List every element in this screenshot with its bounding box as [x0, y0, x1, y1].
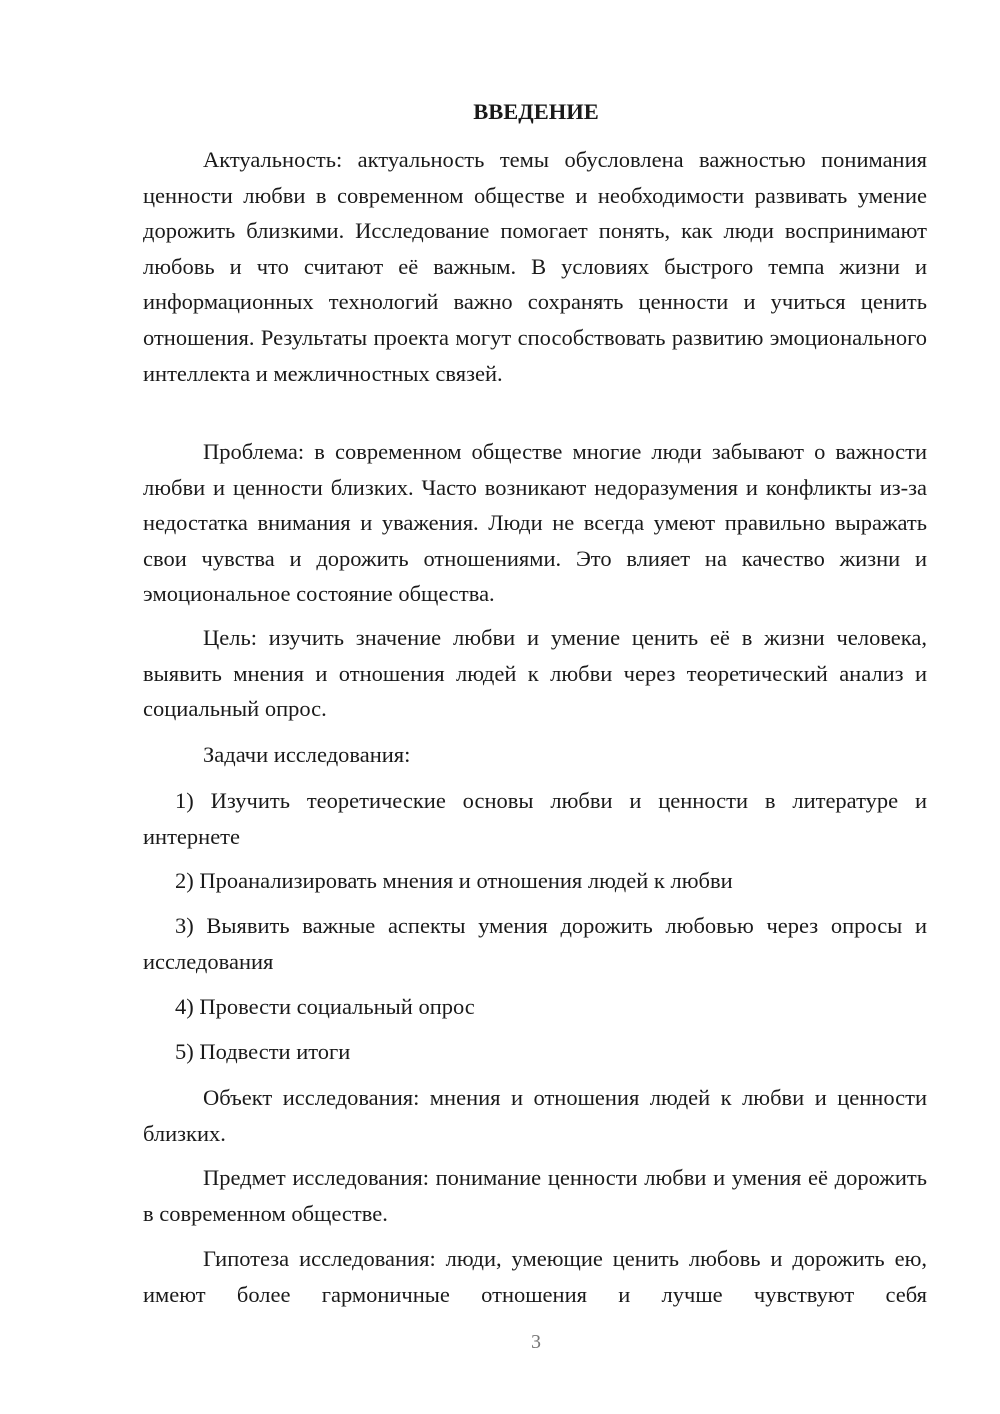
task-item-2: 2) Проанализировать мнения и отношения людей к любви — [175, 868, 733, 893]
task-item-1: 1) Изучить теоретические основы любви и ценности в литературе и интернете — [143, 788, 927, 849]
goal-paragraph: Цель: изучить значение любви и умение ценить её в жизни человека, выявить мнения и отношения людей к любви через теоретический анализ и социальный опрос. — [143, 625, 927, 722]
tasks-heading: Задачи исследования: — [203, 742, 411, 767]
task-item-3: 3) Выявить важные аспекты умения дорожить любовью через опросы и исследования — [143, 913, 927, 974]
relevance-paragraph: Актуальность: актуальность темы обусловлена важностью понимания ценности любви в современном обществе и необходимости развивать умение дорожить близкими. Исследование помогает понять, как люди воспринимают любовь и что считают её важным. В условиях быстрого темпа жизни и информационных технологий важно сохранять ценности и учиться ценить отношения. Результаты проекта могут способствовать развитию эмоционального интеллекта и межличностных связей. — [143, 147, 927, 386]
document-title: ВВЕДЕНИЕ — [473, 99, 599, 124]
page-number: 3 — [531, 1331, 541, 1353]
problem-paragraph: Проблема: в современном обществе многие люди забывают о важности любви и ценности близких. Часто возникают недоразумения и конфликты из-за недостатка внимания и уважения. Люди не всегда умеют правильно выражать свои чувства и дорожить отношениями. Это влияет на качество жизни и эмоциональное состояние общества. — [143, 439, 927, 607]
subject-paragraph: Предмет исследования: понимание ценности любви и умения её дорожить в современном обществе. — [143, 1165, 927, 1226]
task-item-5: 5) Подвести итоги — [175, 1039, 351, 1064]
object-paragraph: Объект исследования: мнения и отношения людей к любви и ценности близких. — [143, 1085, 927, 1146]
task-item-4: 4) Провести социальный опрос — [175, 994, 475, 1019]
hypothesis-paragraph: Гипотеза исследования: люди, умеющие ценить любовь и дорожить ею, имеют более гармоничные отношения и лучше чувствуют себя — [143, 1246, 927, 1307]
